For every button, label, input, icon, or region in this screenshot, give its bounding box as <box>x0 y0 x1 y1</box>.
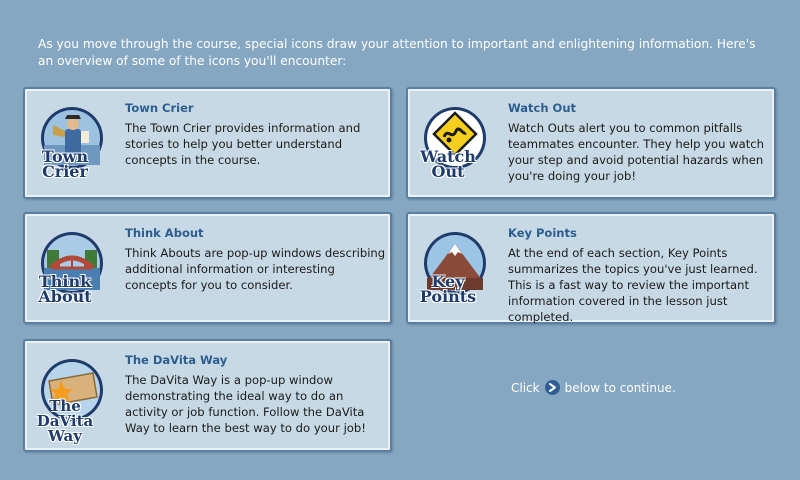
card-watch-out <box>406 87 776 199</box>
watch-out-icon-label: Watch Out <box>420 147 476 181</box>
next-arrow-button[interactable] <box>545 380 560 395</box>
intro-text: As you move through the course, special icons draw your attention to important and enlightening information. Here's an overview of some of the icons you'll encounter: <box>38 37 756 68</box>
watch-out-title: Watch Out <box>508 101 577 115</box>
card-think-about <box>23 212 392 324</box>
town-crier-title: Town Crier <box>125 101 194 115</box>
key-points-icon-label: Key Points <box>419 272 477 306</box>
continue-text-after: below to continue. <box>564 380 676 395</box>
think-about-description: Think Abouts are pop-up windows describing additional information or interesting concepts for you to consider. <box>125 246 386 292</box>
watch-out-description: Watch Outs alert you to common pitfalls teammates encounter. They help you watch your step and avoid potential hazards when you're doing your job! <box>508 121 764 183</box>
think-about-icon-label: Think About <box>38 272 92 306</box>
card-town-crier <box>23 87 392 199</box>
card-key-points <box>406 212 776 324</box>
key-points-title: Key Points <box>508 226 577 240</box>
davita-way-description: The DaVita Way is a pop-up window demonstrating the ideal way to do an activity or job function. Follow the DaVita Way to learn the best way to do your job! <box>125 373 366 435</box>
town-crier-description: The Town Crier provides information and stories to help you better understand concepts in the course. <box>125 121 361 167</box>
key-points-description: At the end of each section, Key Points summarizes the topics you've just learned. This is a fast way to review the important information covered in the lesson just completed. <box>508 246 758 324</box>
continue-prompt <box>511 380 676 395</box>
card-davita-way <box>23 339 392 452</box>
continue-text-before: Click <box>511 380 540 395</box>
town-crier-icon-label: Town Crier <box>41 147 89 181</box>
arrow-right-icon <box>545 380 560 395</box>
think-about-title: Think About <box>125 226 204 240</box>
davita-way-title: The DaVita Way <box>125 353 228 367</box>
davita-way-icon-label: The DaVita Way <box>36 397 94 445</box>
